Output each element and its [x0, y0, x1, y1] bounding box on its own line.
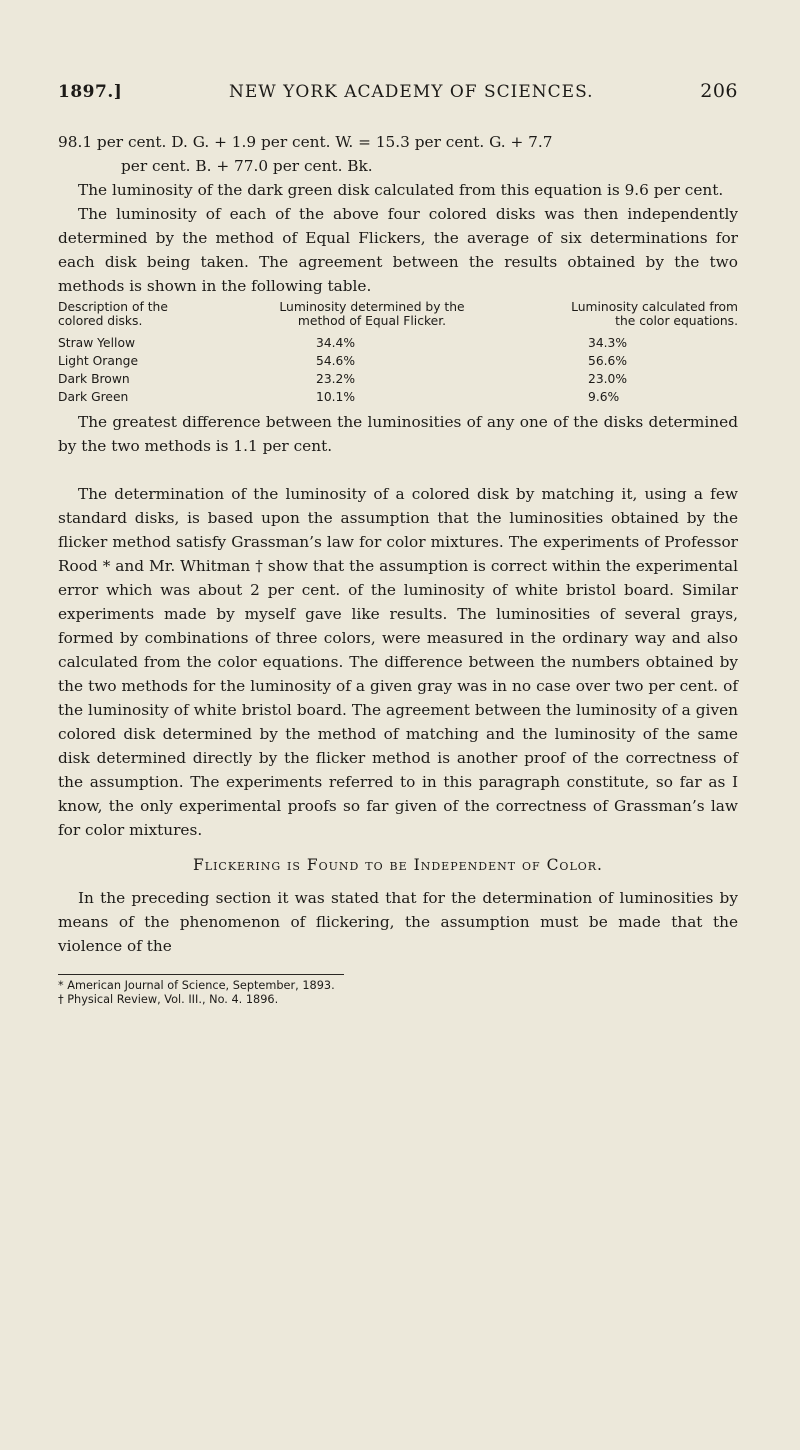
flicker-value: 23.2% [316, 372, 356, 386]
flicker-value: 34.4% [316, 336, 356, 350]
running-head [58, 80, 738, 102]
page [58, 80, 738, 1007]
paragraph-equal-flickers: The luminosity of each of the above four colored disks was then independently determined by the method of Equal Flickers, the average of six determinations for each disk being taken. The agreement between the results obtained by the two methods is shown in the following table. [58, 205, 738, 295]
header-description: Description of the colored disks. [58, 300, 168, 328]
footnote-divider [58, 974, 344, 975]
calculated-value: 56.6% [588, 354, 628, 368]
equation-line-2: per cent. B. + 77.0 per cent. Bk. [121, 157, 373, 175]
calculated-value: 23.0% [588, 372, 628, 386]
header-year: 1897.] [58, 82, 123, 102]
footnote-whitman: † Physical Review, Vol. III., No. 4. 1896. [58, 993, 279, 1006]
table-row [58, 352, 738, 370]
header-journal-title: NEW YORK ACADEMY OF SCIENCES. [229, 82, 594, 102]
disk-name: Dark Brown [58, 372, 130, 386]
table-header-row [58, 300, 738, 334]
footnotes [58, 979, 738, 1007]
disk-name: Light Orange [58, 354, 139, 368]
disk-name: Straw Yellow [58, 336, 136, 350]
calculated-value: 9.6% [588, 390, 620, 404]
flicker-value: 54.6% [316, 354, 356, 368]
table-row [58, 388, 738, 406]
luminosity-table [58, 300, 738, 406]
table-row [58, 334, 738, 352]
paragraph-greatest-difference: The greatest difference between the luminosities of any one of the disks determined by the two methods is 1.1 per cent. [58, 413, 738, 455]
disk-name: Dark Green [58, 390, 129, 404]
table-row [58, 370, 738, 388]
calculated-value: 34.3% [588, 336, 628, 350]
section-heading: Flickering is Found to be Independent of Color. [193, 856, 603, 874]
paragraph-preceding-section: In the preceding section it was stated that for the determination of luminosities by means of the phenomenon of flickering, the assumption must be made that the violence of the [58, 889, 738, 955]
equation-line-1: 98.1 per cent. D. G. + 1.9 per cent. W. = 15.3 per cent. G. + 7.7 [58, 133, 553, 151]
paragraph-dark-green-luminosity: The luminosity of the dark green disk calculated from this equation is 9.6 per cent. [78, 181, 724, 199]
header-flicker: Luminosity determined by the method of Equal Flicker. [279, 300, 465, 328]
page-number: 206 [700, 80, 738, 102]
paragraph-grassman-law: The determination of the luminosity of a colored disk by matching it, using a few standard disks, is based upon the assumption that the luminosities obtained by the flicker method satisfy Grassman’s law for color mixtures. The experiments of Professor Rood * and Mr. Whitman † show that the assumption is correct within the experimental error which was about 2 per cent. of the luminosity of white bristol board. Similar experiments made by myself gave like results. The luminosities of several grays, formed by combinations of three colors, were measured in the ordinary way and also calculated from the color equations. The difference between the numbers obtained by the two methods for the luminosity of a given gray was in no case over two per cent. of the luminosity of white bristol board. The agreement between the luminosity of a given colored disk determined by the method of matching and the luminosity of the same disk determined directly by the flicker method is another proof of the correctness of the assumption. The experiments referred to in this paragraph constitute, so far as I know, the only experimental proofs so far given of the correctness of Grassman’s law for color mixtures. [58, 485, 738, 839]
flicker-value: 10.1% [316, 390, 356, 404]
footnote-rood: * American Journal of Science, September, 1893. [58, 979, 335, 992]
header-calculated: Luminosity calculated from the color equations. [571, 300, 738, 328]
